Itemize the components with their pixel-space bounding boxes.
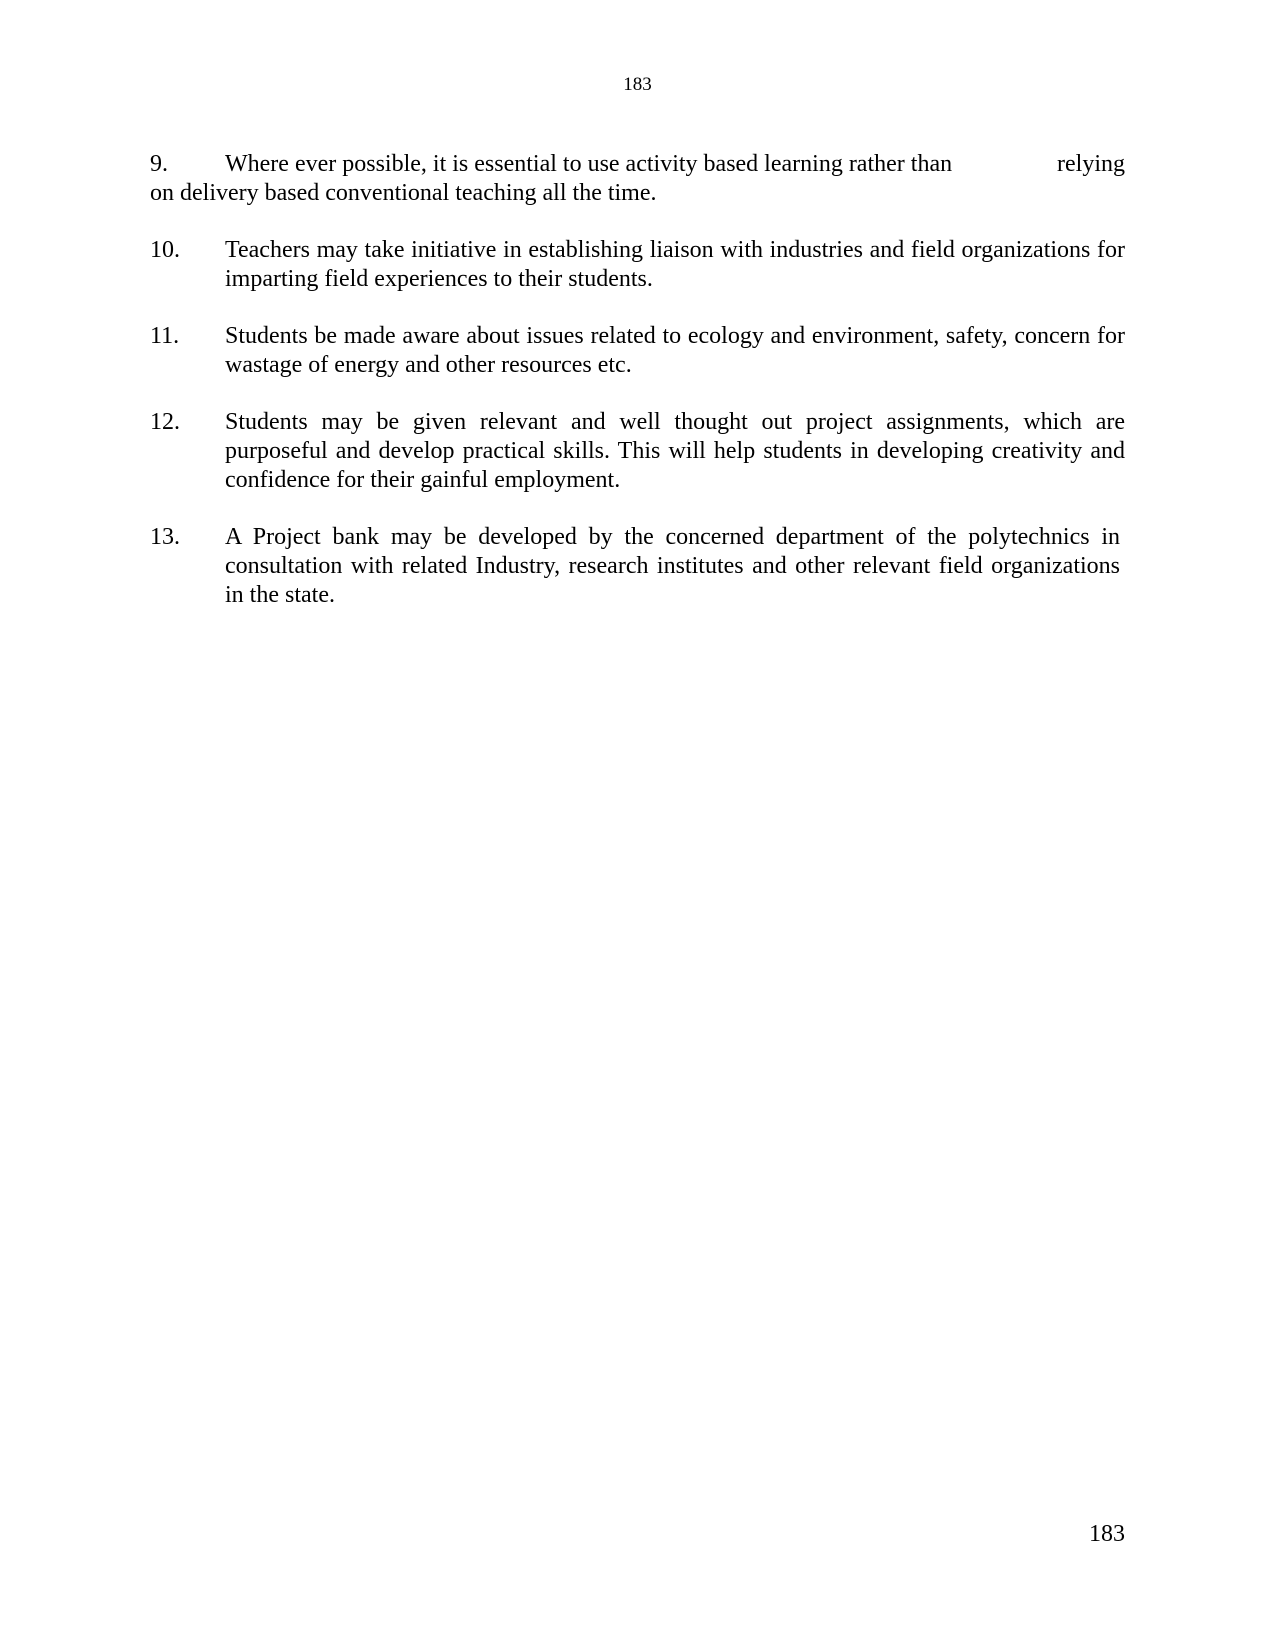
item-text: Students be made aware about issues related to ecology and environment, safety, concern for wastage of energy and other resources etc.: [225, 323, 1125, 378]
guidelines-list: [150, 150, 1125, 638]
item-text-continuation: on delivery based conventional teaching all the time.: [150, 180, 657, 206]
item-number: 12.: [150, 409, 180, 435]
item-text-lead: Where ever possible, it is essential to use activity based learning rather than: [225, 151, 953, 177]
list-item-13: [150, 523, 1125, 610]
list-item-10: [150, 236, 1125, 294]
item-text: A Project bank may be developed by the concerned department of the polytechnics in consultation with related Industry, research institutes and other relevant field organizations in the state.: [225, 524, 1120, 608]
item-first-line: [150, 150, 1125, 179]
item-number: 11.: [150, 323, 180, 349]
list-item-9: [150, 150, 1125, 208]
item-number: 10.: [150, 237, 180, 263]
footer-page-number: 183: [1089, 1521, 1125, 1547]
item-number: 13.: [150, 524, 180, 550]
item-text: Students may be given relevant and well thought out project assignments, which are purposeful and develop practical skills. This will help students in developing creativity and confidence for their gainful employment.: [225, 409, 1125, 493]
item-text: Teachers may take initiative in establishing liaison with industries and field organizations for imparting field experiences to their students.: [225, 237, 1125, 292]
header-page-number: 183: [623, 74, 652, 95]
item-number: 9.: [150, 151, 168, 177]
list-item-12: [150, 408, 1125, 495]
list-item-11: [150, 322, 1125, 380]
item-text-tail-word: relying: [1057, 151, 1125, 177]
